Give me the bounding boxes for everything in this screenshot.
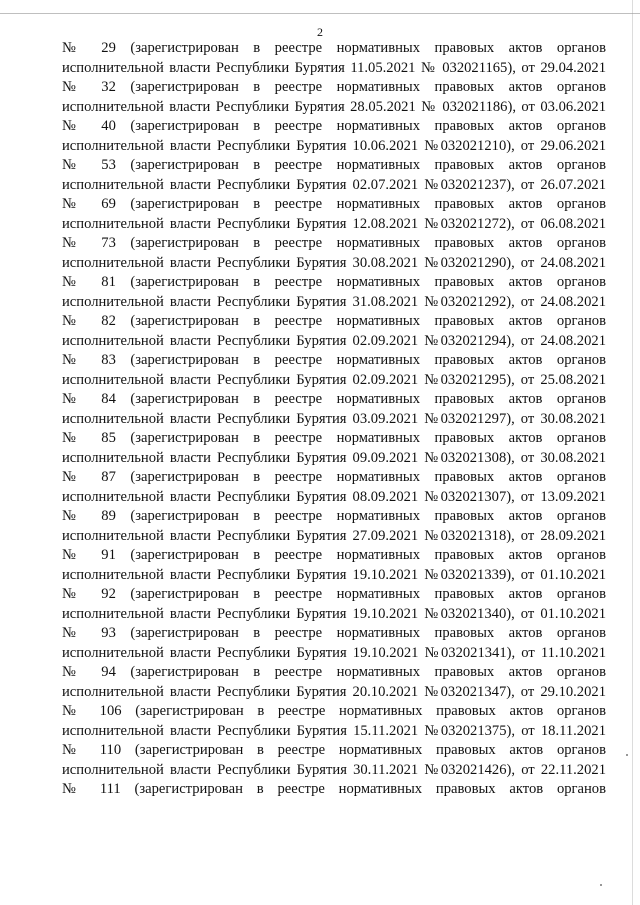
text-line: исполнительной власти Республики Бурятия 12.08.2021 №032021272), от 06.08.2021 — [62, 215, 606, 232]
text-line: № 84 (зарегистрирован в реестре нормативных правовых актов органов — [62, 391, 606, 407]
text-line: № 83 (зарегистрирован в реестре нормативных правовых актов органов — [62, 352, 606, 368]
text-line: исполнительной власти Республики Бурятия 08.09.2021 №032021307), от 13.09.2021 — [62, 488, 606, 505]
text-line: исполнительной власти Республики Бурятия 19.10.2021 №032021339), от 01.10.2021 — [62, 566, 606, 583]
text-line: № 92 (зарегистрирован в реестре нормативных правовых актов органов — [62, 586, 606, 602]
text-line: № 93 (зарегистрирован в реестре нормативных правовых актов органов — [62, 625, 606, 641]
text-line: исполнительной власти Республики Бурятия 27.09.2021 №032021318), от 28.09.2021 — [62, 527, 606, 544]
text-line: № 110 (зарегистрирован в реестре нормативных правовых актов органов — [62, 742, 606, 758]
scan-edge-right — [632, 0, 633, 905]
text-line: № 53 (зарегистрирован в реестре нормативных правовых актов органов — [62, 157, 606, 173]
scan-speck — [626, 754, 628, 756]
text-line: исполнительной власти Республики Бурятия 02.07.2021 №032021237), от 26.07.2021 — [62, 176, 606, 193]
text-line: № 32 (зарегистрирован в реестре нормативных правовых актов органов — [62, 79, 606, 95]
text-line: № 81 (зарегистрирован в реестре нормативных правовых актов органов — [62, 274, 606, 290]
text-line: исполнительной власти Республики Бурятия 28.05.2021 № 032021186), от 03.06.2021 — [62, 98, 606, 115]
text-line: исполнительной власти Республики Бурятия 11.05.2021 № 032021165), от 29.04.2021 — [62, 59, 606, 76]
text-line: исполнительной власти Республики Бурятия 19.10.2021 №032021341), от 11.10.2021 — [62, 644, 606, 661]
text-line: № 29 (зарегистрирован в реестре нормативных правовых актов органов — [62, 40, 606, 56]
scan-edge-top — [0, 13, 640, 14]
document-body — [62, 39, 606, 800]
text-line: № 89 (зарегистрирован в реестре нормативных правовых актов органов — [62, 508, 606, 524]
text-line: № 82 (зарегистрирован в реестре нормативных правовых актов органов — [62, 313, 606, 329]
text-line: исполнительной власти Республики Бурятия 15.11.2021 №032021375), от 18.11.2021 — [62, 722, 606, 739]
text-line: исполнительной власти Республики Бурятия 09.09.2021 №032021308), от 30.08.2021 — [62, 449, 606, 466]
text-line: № 91 (зарегистрирован в реестре нормативных правовых актов органов — [62, 547, 606, 563]
text-line: № 69 (зарегистрирован в реестре нормативных правовых актов органов — [62, 196, 606, 212]
scan-speck — [600, 884, 602, 886]
text-line: исполнительной власти Республики Бурятия 03.09.2021 №032021297), от 30.08.2021 — [62, 410, 606, 427]
page-number: 2 — [317, 25, 323, 39]
text-line: исполнительной власти Республики Бурятия 02.09.2021 №032021294), от 24.08.2021 — [62, 332, 606, 349]
text-line: исполнительной власти Республики Бурятия 31.08.2021 №032021292), от 24.08.2021 — [62, 293, 606, 310]
text-line: № 106 (зарегистрирован в реестре нормативных правовых актов органов — [62, 703, 606, 719]
text-line: № 94 (зарегистрирован в реестре нормативных правовых актов органов — [62, 664, 606, 680]
text-line: исполнительной власти Республики Бурятия 02.09.2021 №032021295), от 25.08.2021 — [62, 371, 606, 388]
text-line: исполнительной власти Республики Бурятия 19.10.2021 №032021340), от 01.10.2021 — [62, 605, 606, 622]
text-line: № 87 (зарегистрирован в реестре нормативных правовых актов органов — [62, 469, 606, 485]
text-line: № 40 (зарегистрирован в реестре нормативных правовых актов органов — [62, 118, 606, 134]
text-line: исполнительной власти Республики Бурятия 20.10.2021 №032021347), от 29.10.2021 — [62, 683, 606, 700]
text-line: исполнительной власти Республики Бурятия 30.11.2021 №032021426), от 22.11.2021 — [62, 761, 606, 778]
text-line: № 73 (зарегистрирован в реестре нормативных правовых актов органов — [62, 235, 606, 251]
text-line: исполнительной власти Республики Бурятия 10.06.2021 №032021210), от 29.06.2021 — [62, 137, 606, 154]
text-line: № 85 (зарегистрирован в реестре нормативных правовых актов органов — [62, 430, 606, 446]
text-line: № 111 (зарегистрирован в реестре нормативных правовых актов органов — [62, 781, 606, 797]
text-line: исполнительной власти Республики Бурятия 30.08.2021 №032021290), от 24.08.2021 — [62, 254, 606, 271]
